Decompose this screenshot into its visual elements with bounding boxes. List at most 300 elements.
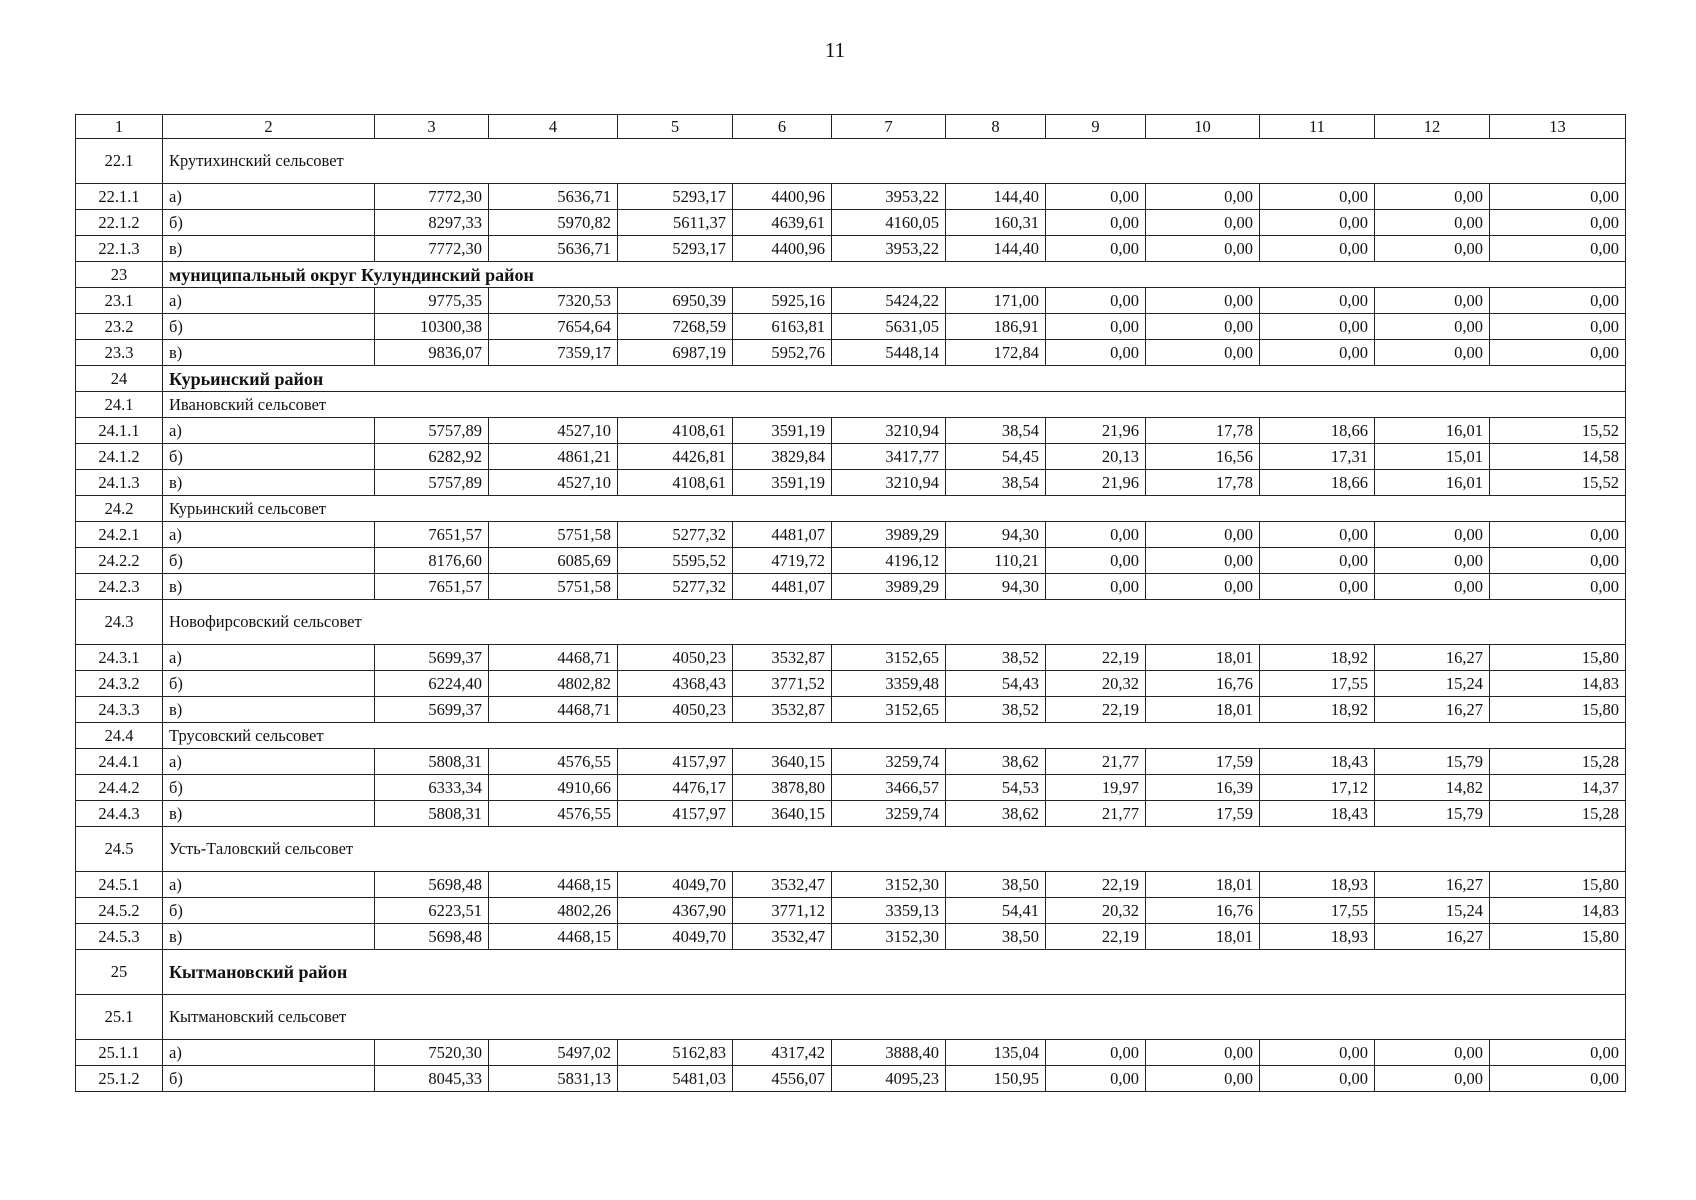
value-cell: 0,00: [1046, 210, 1146, 236]
value-cell: 7772,30: [375, 236, 489, 262]
table-row: [76, 314, 1626, 340]
value-cell: 5162,83: [618, 1040, 733, 1066]
table-row: [76, 749, 1626, 775]
value-cell: 5497,02: [489, 1040, 618, 1066]
section-row: [76, 723, 1626, 749]
value-cell: 4400,96: [733, 184, 832, 210]
table-row: [76, 775, 1626, 801]
value-cell: 3591,19: [733, 470, 832, 496]
value-cell: 15,80: [1490, 697, 1626, 723]
row-variant: в): [163, 924, 375, 950]
value-cell: 38,62: [946, 801, 1046, 827]
value-cell: 0,00: [1146, 184, 1260, 210]
value-cell: 0,00: [1046, 548, 1146, 574]
value-cell: 38,54: [946, 418, 1046, 444]
value-cell: 0,00: [1146, 522, 1260, 548]
row-code: 24.2.3: [76, 574, 163, 600]
value-cell: 14,37: [1490, 775, 1626, 801]
value-cell: 16,76: [1146, 671, 1260, 697]
value-cell: 17,55: [1260, 671, 1375, 697]
value-cell: 0,00: [1260, 236, 1375, 262]
value-cell: 17,78: [1146, 418, 1260, 444]
row-variant: а): [163, 1040, 375, 1066]
section-row: [76, 827, 1626, 872]
row-code: 24.1.2: [76, 444, 163, 470]
row-code: 22.1.2: [76, 210, 163, 236]
row-variant: в): [163, 697, 375, 723]
value-cell: 18,93: [1260, 872, 1375, 898]
value-cell: 0,00: [1375, 548, 1490, 574]
table-row: [76, 898, 1626, 924]
table-row: [76, 697, 1626, 723]
value-cell: 0,00: [1146, 314, 1260, 340]
value-cell: 7520,30: [375, 1040, 489, 1066]
section-name: Ивановский сельсовет: [163, 392, 1626, 418]
value-cell: 0,00: [1046, 288, 1146, 314]
row-variant: б): [163, 314, 375, 340]
value-cell: 54,43: [946, 671, 1046, 697]
row-code: 23.1: [76, 288, 163, 314]
value-cell: 0,00: [1375, 236, 1490, 262]
value-cell: 15,52: [1490, 470, 1626, 496]
table-row: [76, 288, 1626, 314]
row-code: 25.1.1: [76, 1040, 163, 1066]
row-code: 24.3.1: [76, 645, 163, 671]
value-cell: 14,83: [1490, 671, 1626, 697]
row-variant: а): [163, 749, 375, 775]
value-cell: 0,00: [1260, 1040, 1375, 1066]
value-cell: 0,00: [1490, 236, 1626, 262]
value-cell: 4481,07: [733, 522, 832, 548]
row-variant: а): [163, 645, 375, 671]
value-cell: 7651,57: [375, 574, 489, 600]
value-cell: 15,28: [1490, 749, 1626, 775]
table-row: [76, 801, 1626, 827]
value-cell: 0,00: [1260, 288, 1375, 314]
value-cell: 0,00: [1046, 184, 1146, 210]
value-cell: 22,19: [1046, 872, 1146, 898]
column-header: 4: [489, 115, 618, 139]
value-cell: 0,00: [1375, 1066, 1490, 1092]
value-cell: 0,00: [1046, 522, 1146, 548]
value-cell: 0,00: [1260, 184, 1375, 210]
value-cell: 15,52: [1490, 418, 1626, 444]
value-cell: 94,30: [946, 522, 1046, 548]
value-cell: 4576,55: [489, 749, 618, 775]
column-header: 10: [1146, 115, 1260, 139]
value-cell: 135,04: [946, 1040, 1046, 1066]
table-row: [76, 872, 1626, 898]
table-row: [76, 924, 1626, 950]
table-row: [76, 418, 1626, 444]
section-name: Новофирсовский сельсовет: [163, 600, 1626, 645]
value-cell: 4861,21: [489, 444, 618, 470]
value-cell: 54,41: [946, 898, 1046, 924]
value-cell: 16,76: [1146, 898, 1260, 924]
value-cell: 7320,53: [489, 288, 618, 314]
row-code: 23.3: [76, 340, 163, 366]
value-cell: 5631,05: [832, 314, 946, 340]
value-cell: 18,01: [1146, 924, 1260, 950]
row-variant: а): [163, 418, 375, 444]
section-name: Курьинский сельсовет: [163, 496, 1626, 522]
value-cell: 6282,92: [375, 444, 489, 470]
value-cell: 20,32: [1046, 898, 1146, 924]
value-cell: 4367,90: [618, 898, 733, 924]
value-cell: 15,01: [1375, 444, 1490, 470]
value-cell: 5952,76: [733, 340, 832, 366]
value-cell: 4527,10: [489, 418, 618, 444]
column-header: 3: [375, 115, 489, 139]
value-cell: 6223,51: [375, 898, 489, 924]
section-row: [76, 366, 1626, 392]
value-cell: 3640,15: [733, 749, 832, 775]
value-cell: 160,31: [946, 210, 1046, 236]
table-row: [76, 645, 1626, 671]
value-cell: 0,00: [1490, 288, 1626, 314]
row-code: 24.3.3: [76, 697, 163, 723]
value-cell: 4050,23: [618, 697, 733, 723]
value-cell: 0,00: [1046, 574, 1146, 600]
value-cell: 16,01: [1375, 470, 1490, 496]
table-row: [76, 522, 1626, 548]
value-cell: 0,00: [1046, 236, 1146, 262]
value-cell: 7268,59: [618, 314, 733, 340]
row-code: 24.1.1: [76, 418, 163, 444]
value-cell: 4400,96: [733, 236, 832, 262]
value-cell: 4368,43: [618, 671, 733, 697]
table-row: [76, 236, 1626, 262]
row-code: 24.3.2: [76, 671, 163, 697]
value-cell: 4049,70: [618, 872, 733, 898]
value-cell: 6085,69: [489, 548, 618, 574]
row-code: 25: [76, 950, 163, 995]
value-cell: 3532,87: [733, 697, 832, 723]
value-cell: 7651,57: [375, 522, 489, 548]
value-cell: 0,00: [1146, 236, 1260, 262]
row-code: 22.1.3: [76, 236, 163, 262]
row-code: 25.1: [76, 995, 163, 1040]
row-variant: а): [163, 184, 375, 210]
value-cell: 0,00: [1046, 1040, 1146, 1066]
column-header: 6: [733, 115, 832, 139]
value-cell: 0,00: [1146, 288, 1260, 314]
value-cell: 0,00: [1490, 522, 1626, 548]
value-cell: 4095,23: [832, 1066, 946, 1092]
value-cell: 5808,31: [375, 801, 489, 827]
value-cell: 3888,40: [832, 1040, 946, 1066]
value-cell: 17,31: [1260, 444, 1375, 470]
section-name: Трусовский сельсовет: [163, 723, 1626, 749]
value-cell: 5277,32: [618, 574, 733, 600]
value-cell: 5808,31: [375, 749, 489, 775]
table-row: [76, 1066, 1626, 1092]
row-variant: а): [163, 288, 375, 314]
value-cell: 4317,42: [733, 1040, 832, 1066]
value-cell: 19,97: [1046, 775, 1146, 801]
row-variant: б): [163, 210, 375, 236]
table-row: [76, 470, 1626, 496]
value-cell: 21,96: [1046, 418, 1146, 444]
row-variant: б): [163, 548, 375, 574]
table-body: [76, 115, 1626, 1092]
value-cell: 0,00: [1146, 340, 1260, 366]
column-header: 1: [76, 115, 163, 139]
value-cell: 110,21: [946, 548, 1046, 574]
value-cell: 0,00: [1375, 522, 1490, 548]
value-cell: 3532,87: [733, 645, 832, 671]
table-row: [76, 340, 1626, 366]
table-row: [76, 184, 1626, 210]
value-cell: 18,01: [1146, 645, 1260, 671]
section-name: муниципальный округ Кулундинский район: [163, 262, 1626, 288]
value-cell: 0,00: [1260, 314, 1375, 340]
value-cell: 18,66: [1260, 418, 1375, 444]
value-cell: 38,50: [946, 924, 1046, 950]
section-name: Усть-Таловский сельсовет: [163, 827, 1626, 872]
value-cell: 0,00: [1375, 184, 1490, 210]
value-cell: 0,00: [1260, 548, 1375, 574]
value-cell: 0,00: [1375, 340, 1490, 366]
value-cell: 10300,38: [375, 314, 489, 340]
value-cell: 0,00: [1490, 210, 1626, 236]
value-cell: 3259,74: [832, 801, 946, 827]
row-code: 25.1.2: [76, 1066, 163, 1092]
value-cell: 22,19: [1046, 645, 1146, 671]
value-cell: 0,00: [1375, 210, 1490, 236]
row-code: 24.4.3: [76, 801, 163, 827]
value-cell: 8045,33: [375, 1066, 489, 1092]
value-cell: 17,12: [1260, 775, 1375, 801]
value-cell: 3466,57: [832, 775, 946, 801]
value-cell: 5293,17: [618, 184, 733, 210]
value-cell: 4802,26: [489, 898, 618, 924]
section-name: Кытмановский сельсовет: [163, 995, 1626, 1040]
value-cell: 16,27: [1375, 872, 1490, 898]
value-cell: 6987,19: [618, 340, 733, 366]
value-cell: 18,93: [1260, 924, 1375, 950]
value-cell: 0,00: [1490, 340, 1626, 366]
section-row: [76, 950, 1626, 995]
value-cell: 4468,71: [489, 645, 618, 671]
value-cell: 186,91: [946, 314, 1046, 340]
value-cell: 0,00: [1490, 574, 1626, 600]
value-cell: 38,50: [946, 872, 1046, 898]
value-cell: 3640,15: [733, 801, 832, 827]
value-cell: 0,00: [1146, 210, 1260, 236]
section-name: Крутихинский сельсовет: [163, 139, 1626, 184]
value-cell: 9836,07: [375, 340, 489, 366]
value-cell: 17,59: [1146, 801, 1260, 827]
row-code: 24.3: [76, 600, 163, 645]
value-cell: 18,92: [1260, 697, 1375, 723]
value-cell: 15,79: [1375, 749, 1490, 775]
value-cell: 3152,30: [832, 872, 946, 898]
value-cell: 4468,71: [489, 697, 618, 723]
value-cell: 0,00: [1490, 184, 1626, 210]
row-variant: в): [163, 470, 375, 496]
value-cell: 5277,32: [618, 522, 733, 548]
value-cell: 0,00: [1375, 574, 1490, 600]
value-cell: 3359,13: [832, 898, 946, 924]
row-variant: в): [163, 340, 375, 366]
value-cell: 3259,74: [832, 749, 946, 775]
tariff-table: [75, 114, 1626, 1092]
value-cell: 7772,30: [375, 184, 489, 210]
value-cell: 0,00: [1260, 522, 1375, 548]
value-cell: 150,95: [946, 1066, 1046, 1092]
value-cell: 4527,10: [489, 470, 618, 496]
value-cell: 38,54: [946, 470, 1046, 496]
value-cell: 16,56: [1146, 444, 1260, 470]
value-cell: 8297,33: [375, 210, 489, 236]
row-code: 24.5: [76, 827, 163, 872]
value-cell: 18,66: [1260, 470, 1375, 496]
value-cell: 5699,37: [375, 645, 489, 671]
value-cell: 171,00: [946, 288, 1046, 314]
value-cell: 0,00: [1146, 574, 1260, 600]
value-cell: 3152,30: [832, 924, 946, 950]
row-code: 24: [76, 366, 163, 392]
value-cell: 3152,65: [832, 645, 946, 671]
value-cell: 0,00: [1260, 340, 1375, 366]
row-code: 23.2: [76, 314, 163, 340]
table-row: [76, 444, 1626, 470]
column-header: 9: [1046, 115, 1146, 139]
row-code: 24.4.2: [76, 775, 163, 801]
value-cell: 4050,23: [618, 645, 733, 671]
value-cell: 4108,61: [618, 418, 733, 444]
row-variant: а): [163, 872, 375, 898]
value-cell: 0,00: [1490, 314, 1626, 340]
row-code: 24.1: [76, 392, 163, 418]
value-cell: 0,00: [1146, 1040, 1260, 1066]
column-header: 8: [946, 115, 1046, 139]
value-cell: 94,30: [946, 574, 1046, 600]
table-row: [76, 1040, 1626, 1066]
value-cell: 15,80: [1490, 924, 1626, 950]
table-row: [76, 210, 1626, 236]
value-cell: 38,52: [946, 697, 1046, 723]
value-cell: 20,32: [1046, 671, 1146, 697]
value-cell: 54,53: [946, 775, 1046, 801]
row-variant: в): [163, 801, 375, 827]
value-cell: 17,55: [1260, 898, 1375, 924]
value-cell: 3829,84: [733, 444, 832, 470]
section-row: [76, 995, 1626, 1040]
header-row: [76, 115, 1626, 139]
value-cell: 5757,89: [375, 418, 489, 444]
value-cell: 5757,89: [375, 470, 489, 496]
value-cell: 3591,19: [733, 418, 832, 444]
section-row: [76, 392, 1626, 418]
value-cell: 4468,15: [489, 924, 618, 950]
row-variant: б): [163, 775, 375, 801]
value-cell: 0,00: [1260, 1066, 1375, 1092]
section-name: Кытмановский район: [163, 950, 1626, 995]
value-cell: 0,00: [1260, 574, 1375, 600]
value-cell: 5611,37: [618, 210, 733, 236]
value-cell: 21,96: [1046, 470, 1146, 496]
value-cell: 16,01: [1375, 418, 1490, 444]
value-cell: 5831,13: [489, 1066, 618, 1092]
value-cell: 4910,66: [489, 775, 618, 801]
column-header: 2: [163, 115, 375, 139]
section-row: [76, 496, 1626, 522]
value-cell: 18,43: [1260, 749, 1375, 775]
value-cell: 15,24: [1375, 671, 1490, 697]
value-cell: 4719,72: [733, 548, 832, 574]
value-cell: 22,19: [1046, 697, 1146, 723]
value-cell: 17,59: [1146, 749, 1260, 775]
row-code: 22.1: [76, 139, 163, 184]
value-cell: 14,58: [1490, 444, 1626, 470]
value-cell: 5751,58: [489, 574, 618, 600]
value-cell: 4160,05: [832, 210, 946, 236]
value-cell: 16,27: [1375, 924, 1490, 950]
value-cell: 4108,61: [618, 470, 733, 496]
row-code: 24.5.3: [76, 924, 163, 950]
section-name: Курьинский район: [163, 366, 1626, 392]
value-cell: 0,00: [1375, 314, 1490, 340]
table-row: [76, 671, 1626, 697]
value-cell: 3878,80: [733, 775, 832, 801]
row-code: 22.1.1: [76, 184, 163, 210]
row-variant: в): [163, 236, 375, 262]
table-row: [76, 574, 1626, 600]
row-code: 24.1.3: [76, 470, 163, 496]
value-cell: 3989,29: [832, 574, 946, 600]
value-cell: 5699,37: [375, 697, 489, 723]
value-cell: 18,01: [1146, 872, 1260, 898]
value-cell: 7654,64: [489, 314, 618, 340]
value-cell: 8176,60: [375, 548, 489, 574]
value-cell: 38,62: [946, 749, 1046, 775]
row-code: 24.5.1: [76, 872, 163, 898]
value-cell: 6950,39: [618, 288, 733, 314]
row-variant: б): [163, 1066, 375, 1092]
value-cell: 4196,12: [832, 548, 946, 574]
value-cell: 4476,17: [618, 775, 733, 801]
value-cell: 3953,22: [832, 236, 946, 262]
value-cell: 3771,52: [733, 671, 832, 697]
value-cell: 5698,48: [375, 872, 489, 898]
row-code: 24.4: [76, 723, 163, 749]
value-cell: 5970,82: [489, 210, 618, 236]
row-code: 24.2.1: [76, 522, 163, 548]
row-variant: б): [163, 898, 375, 924]
value-cell: 16,27: [1375, 645, 1490, 671]
value-cell: 0,00: [1046, 1066, 1146, 1092]
column-header: 12: [1375, 115, 1490, 139]
value-cell: 5424,22: [832, 288, 946, 314]
value-cell: 144,40: [946, 236, 1046, 262]
row-variant: а): [163, 522, 375, 548]
value-cell: 0,00: [1490, 548, 1626, 574]
value-cell: 5636,71: [489, 184, 618, 210]
value-cell: 144,40: [946, 184, 1046, 210]
value-cell: 15,79: [1375, 801, 1490, 827]
value-cell: 20,13: [1046, 444, 1146, 470]
value-cell: 0,00: [1490, 1040, 1626, 1066]
row-code: 24.5.2: [76, 898, 163, 924]
value-cell: 18,92: [1260, 645, 1375, 671]
value-cell: 16,27: [1375, 697, 1490, 723]
value-cell: 21,77: [1046, 749, 1146, 775]
value-cell: 4639,61: [733, 210, 832, 236]
row-code: 24.4.1: [76, 749, 163, 775]
value-cell: 5293,17: [618, 236, 733, 262]
